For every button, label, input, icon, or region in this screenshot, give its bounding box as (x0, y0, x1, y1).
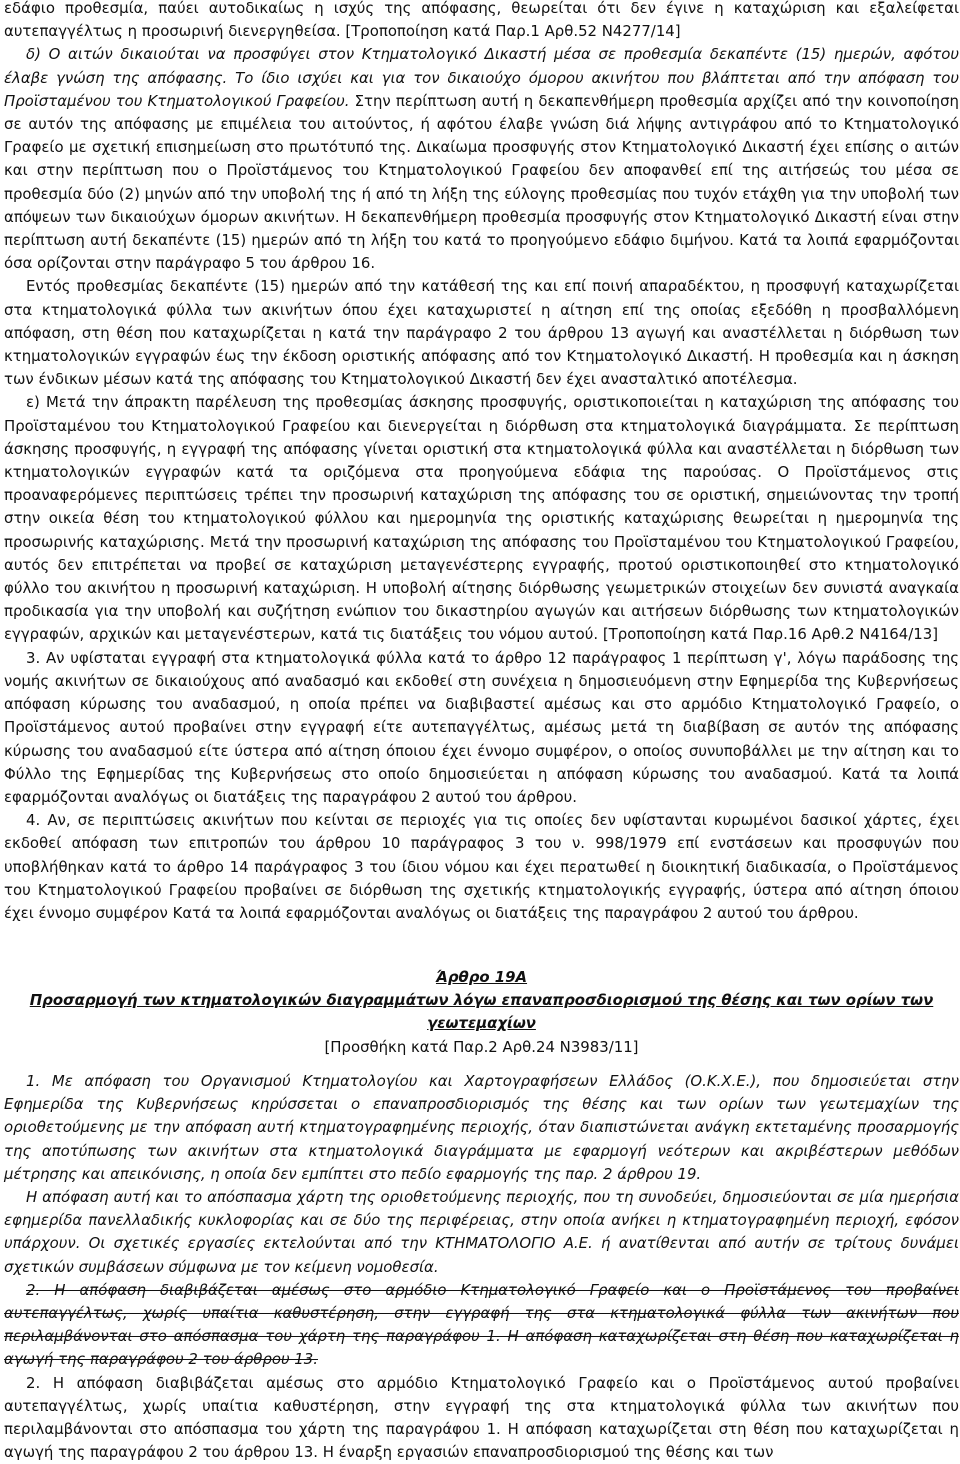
article-amendment-note: [Προσθήκη κατά Παρ.2 Αρθ.24 Ν3983/11] (324, 1037, 639, 1056)
article-paragraph-2-deleted: 2. Η απόφαση διαβιβάζεται αμέσως στο αρμόδιο Κτηματολογικό Γραφείο και ο Προϊστάμενος του προβαίνει αυτεπαγγέλτως, χωρίς υπαίτια καθυστέρηση, στην εγγραφή της στα κτηματολογικά φύλλα των ακινήτων που περιλαμβάνονται στο απόσπασμα του χάρτη της παραγράφου 1. Η απόφαση καταχωρίζεται στη θέση που καταχωρίζεται η αγωγή της παραγράφου 2 του άρθρου 13. (4, 1280, 959, 1369)
document-bottom-section (4, 1070, 959, 1464)
article-paragraph-2: 2. Η απόφαση διαβιβάζεται αμέσως στο αρμόδιο Κτηματολογικό Γραφείο και ο Προϊστάμενος αυτού προβαίνει αυτεπαγγέλτως, χωρίς υπαίτια καθυστέρηση, στην εγγραφή της στα κτηματολογικά φύλλα των ακινήτων που περιλαμβάνονται στο απόσπασμα του χάρτη της παραγράφου 1. Η απόφαση καταχωρίζεται στη θέση που καταχωρίζεται η αγωγή της παραγράφου 2 του άρθρου 13. Η έναρξη εργασιών επαναπροσδιορισμού της θέσης και των (4, 1373, 959, 1462)
paragraph-d-rest: Στην περίπτωση αυτή η δεκαπενθήμερη προθεσμία αρχίζει από την κοινοποίηση σε αυτόν της απόφασης με επιμέλεια του αιτούντος, ή αφότου έλαβε γνώση διά λήψης αντιγράφου από το Κτηματολογικό Γραφείο με σχετική επισημείωση στο πρωτότυπό της. Δικαίωμα προσφυγής στον Κτηματολογικό Δικαστή έχει επίσης ο αιτών και στην περίπτωση που ο Προϊστάμενος του Κτηματολογικού Γραφείου δεν αποφανθεί επί της αιτήσεώς του μέσα σε προθεσμία δύο (2) μηνών από την υποβολή της ή από τη λήξη της εύλογης προθεσμίας που τυχόν ετάχθη για την υποβολή των απόψεων των δικαιούχων όμορων ακινήτων. Η δεκαπενθήμερη προθεσμία προσφυγής στον Κτηματολογικό Δικαστή είναι στην περίπτωση αυτή δεκαπέντε (15) ημερών από τη λήξη του κατά το προηγούμενο εδάφιο διμήνου. Κατά τα λοιπά εφαρμόζονται όσα ορίζονται στην παράγραφο 5 του άρθρου 16. (4, 91, 959, 273)
paragraph-deadline: Εντός προθεσμίας δεκαπέντε (15) ημερών από την κατάθεσή της και επί ποινή απαραδέκτου, η προσφυγή καταχωρίζεται στα κτηματολογικά φύλλα των ακινήτων όπου έχει καταχωριστεί η αίτηση επί της οποίας εξεδόθη η προσβαλλόμενη απόφαση, στη θέση που καταχωρίζεται η κατά την παράγραφο 2 του άρθρου 13 αγωγή και αναστέλλεται η διόρθωση των κτηματολογικών εγγραφών έως την έκδοση οριστικής απόφασης από τον Κτηματολογικό Δικαστή. Η προθεσμία και η άσκηση των ένδικων μέσων κατά της απόφασης του Κτηματολογικού Δικαστή δεν έχει ανασταλτικό αποτέλεσμα. (4, 277, 959, 389)
paragraph-4: 4. Αν, σε περιπτώσεις ακινήτων που κείνται σε περιοχές για τις οποίες δεν υφίστανται κυρωμένοι δασικοί χάρτες, έχει εκδοθεί απόφαση των επιτροπών του άρθρου 10 παράγραφος 3 του ν. 998/1979 επί ενστάσεων και προσφυγών που υποβλήθηκαν κατά το άρθρο 14 παράγραφος 3 του ίδιου νόμου και έχει περατωθεί η διοικητική διαδικασία, ο Προϊστάμενος του Κτηματολογικού Γραφείου προβαίνει σε διόρθωση της σχετικής κτηματολογικής εγγραφής, ύστερα από αίτηση όποιου έχει έννομο συμφέρον Κατά τα λοιπά εφαρμόζονται αναλόγως οι διατάξεις της παραγράφου 2 αυτού του άρθρου. (4, 811, 959, 922)
paragraph-d-italic: δ) Ο αιτών δικαιούται να προσφύγει στον Κτηματολογικό Δικαστή μέσα σε προθεσμία δεκαπέντε (15) ημερών, αφότου έλαβε γνώση της απόφασης. Το ίδιο ισχύει και για τον δικαιούχο όμορου ακινήτου που βλάπτεται από την απόφαση του Προϊσταμένου του Κτηματολογικού Γραφείου. (4, 45, 959, 110)
article-heading (4, 966, 959, 1059)
paragraph-e: ε) Μετά την άπρακτη παρέλευση της προθεσμίας άσκησης προσφυγής, οριστικοποιείται η καταχώριση της απόφασης του Προϊσταμένου του Κτηματολογικού Γραφείου και διενεργείται η διόρθωση στα κτηματολογικά διαγράμματα. Σε περίπτωση άσκησης προσφυγής, η εγγραφή της απόφασης γίνεται οριστική στα κτηματολογικά φύλλα και αναστέλλεται η διόρθωση των κτηματολογικών εγγραφών κατά τα οριζόμενα στα προηγούμενα εδάφια της παρούσας. Ο Προϊστάμενος στις προαναφερόμενες περιπτώσεις τρέπει την προσωρινή καταχώριση της απόφασης του σε οριστική, σημειώνοντας την τροπή στην οικεία θέση του κτηματολογικού φύλλου και ημερομηνία της οριστικής καταχώρισης θεωρείται η ημερομηνία της προσωρινής καταχώρισης. Μετά την προσωρινή καταχώριση της απόφασης του Προϊσταμένου του Κτηματολογικού Γραφείου, αυτός δεν επιτρέπεται να προβεί σε καταχώριση μεταγενέστερης εγγραφής, προτού οριστικοποιηθεί στο κτηματολογικό φύλλο του ακινήτου η προσωρινή καταχώριση. Η υποβολή αίτησης διόρθωσης γεωμετρικών στοιχείων δεν συνιστά αναγκαία προδικασία για την υποβολή και συζήτηση ενώπιον του δικαστηρίου αγωγών και αιτήσεων διόρθωσης των κτηματολογικών εγγραφών, αρχικών και μεταγενέστερων, κατά τις διατάξεις του νόμου αυτού. [Τροποποίηση κατά Παρ.16 Αρθ.2 Ν4164/13] (4, 393, 959, 644)
article-subtitle: Προσαρμογή των κτηματολογικών διαγραμμάτων λόγω επαναπροσδιορισμού της θέσης και των ορίων των γεωτεμαχίων (29, 991, 934, 1033)
paragraph-continuation: εδάφιο προθεσμία, παύει αυτοδικαίως η ισχύς της απόφασης, θεωρείται ότι δεν έγινε η καταχώριση και εξαλείφεται αυτεπαγγέλτως η προσωρινή διενεργηθείσα. [Τροποποίηση κατά Παρ.1 Αρθ.52 Ν4277/14] (4, 0, 959, 41)
article-paragraph-1b: Η απόφαση αυτή και το απόσπασμα χάρτη της οριοθετούμενης περιοχής, που τη συνοδεύει, δημοσιεύονται σε μία ημερήσια εφημερίδα πανελλαδικής κυκλοφορίας και σε δύο της περιφέρειας, στην οποία ανήκει η κτηματογραφημένη περιοχή, εφόσον υπάρχουν. Οι σχετικές εργασίες εκτελούνται από την ΚΤΗΜΑΤΟΛΟΓΙΟ Α.Ε. ή ανατίθενται από αυτήν σε τρίτους δυνάμει σχετικών συμβάσεων σύμφωνα με τον κείμενη νομοθεσία. (4, 1188, 959, 1276)
paragraph-3: 3. Αν υφίσταται εγγραφή στα κτηματολογικά φύλλα κατά το άρθρο 12 παράγραφος 1 περίπτωση γ', λόγω παράδοσης της νομής ακινήτων σε δικαιούχους από αναδασμό και εκδοθεί στη συνέχεια η δημοσιευόμενη στην Εφημερίδα της Κυβερνήσεως απόφαση κύρωσης του αναδασμού, η οποία πρέπει να διαβιβαστεί αμέσως και στο αρμόδιο Κτηματολογικό Γραφείο, ο Προϊστάμενος αυτού προβαίνει στην εγγραφή είτε αυτεπαγγέλτως, αμέσως μετά τη διαβίβαση σε αυτόν της απόφασης κύρωσης του αναδασμού είτε ύστερα από αίτηση όποιου έχει έννομο συμφέρον, ο οποίος συνυποβάλλει με την αίτηση και το Φύλλο της Εφημερίδας της Κυβερνήσεως στο οποίο δημοσιεύεται η απόφαση κύρωσης του αναδασμού. Κατά τα λοιπά εφαρμόζονται αναλόγως οι διατάξεις της παραγράφου 2 αυτού του άρθρου. (4, 648, 959, 806)
paragraph-d (4, 43, 959, 275)
article-title: Άρθρο 19Α (435, 968, 528, 986)
article-paragraph-1: 1. Με απόφαση του Οργανισμού Κτηματολογίου και Χαρτογραφήσεων Ελλάδος (Ο.Κ.Χ.Ε.), που δημοσιεύεται στην Εφημερίδα της Κυβερνήσεως κηρύσσεται ο επαναπροσδιορισμός της θέσης και των ορίων των γεωτεμαχίων της οριοθετούμενης με την απόφαση αυτή κτηματογραφημένης περιοχής, όταν διαπιστώνεται ανάγκη εκτεταμένης προσαρμογής της αποτύπωσης των ακινήτων στα κτηματολογικά διαγράμματα με εφαρμογή νεότερων και ακριβέστερων μεθόδων μέτρησης και απεικόνισης, η οποία δεν εμπίπτει στο πεδίο εφαρμογής της παρ. 2 άρθρου 19. (4, 1072, 959, 1183)
document-top-section (4, 0, 959, 925)
